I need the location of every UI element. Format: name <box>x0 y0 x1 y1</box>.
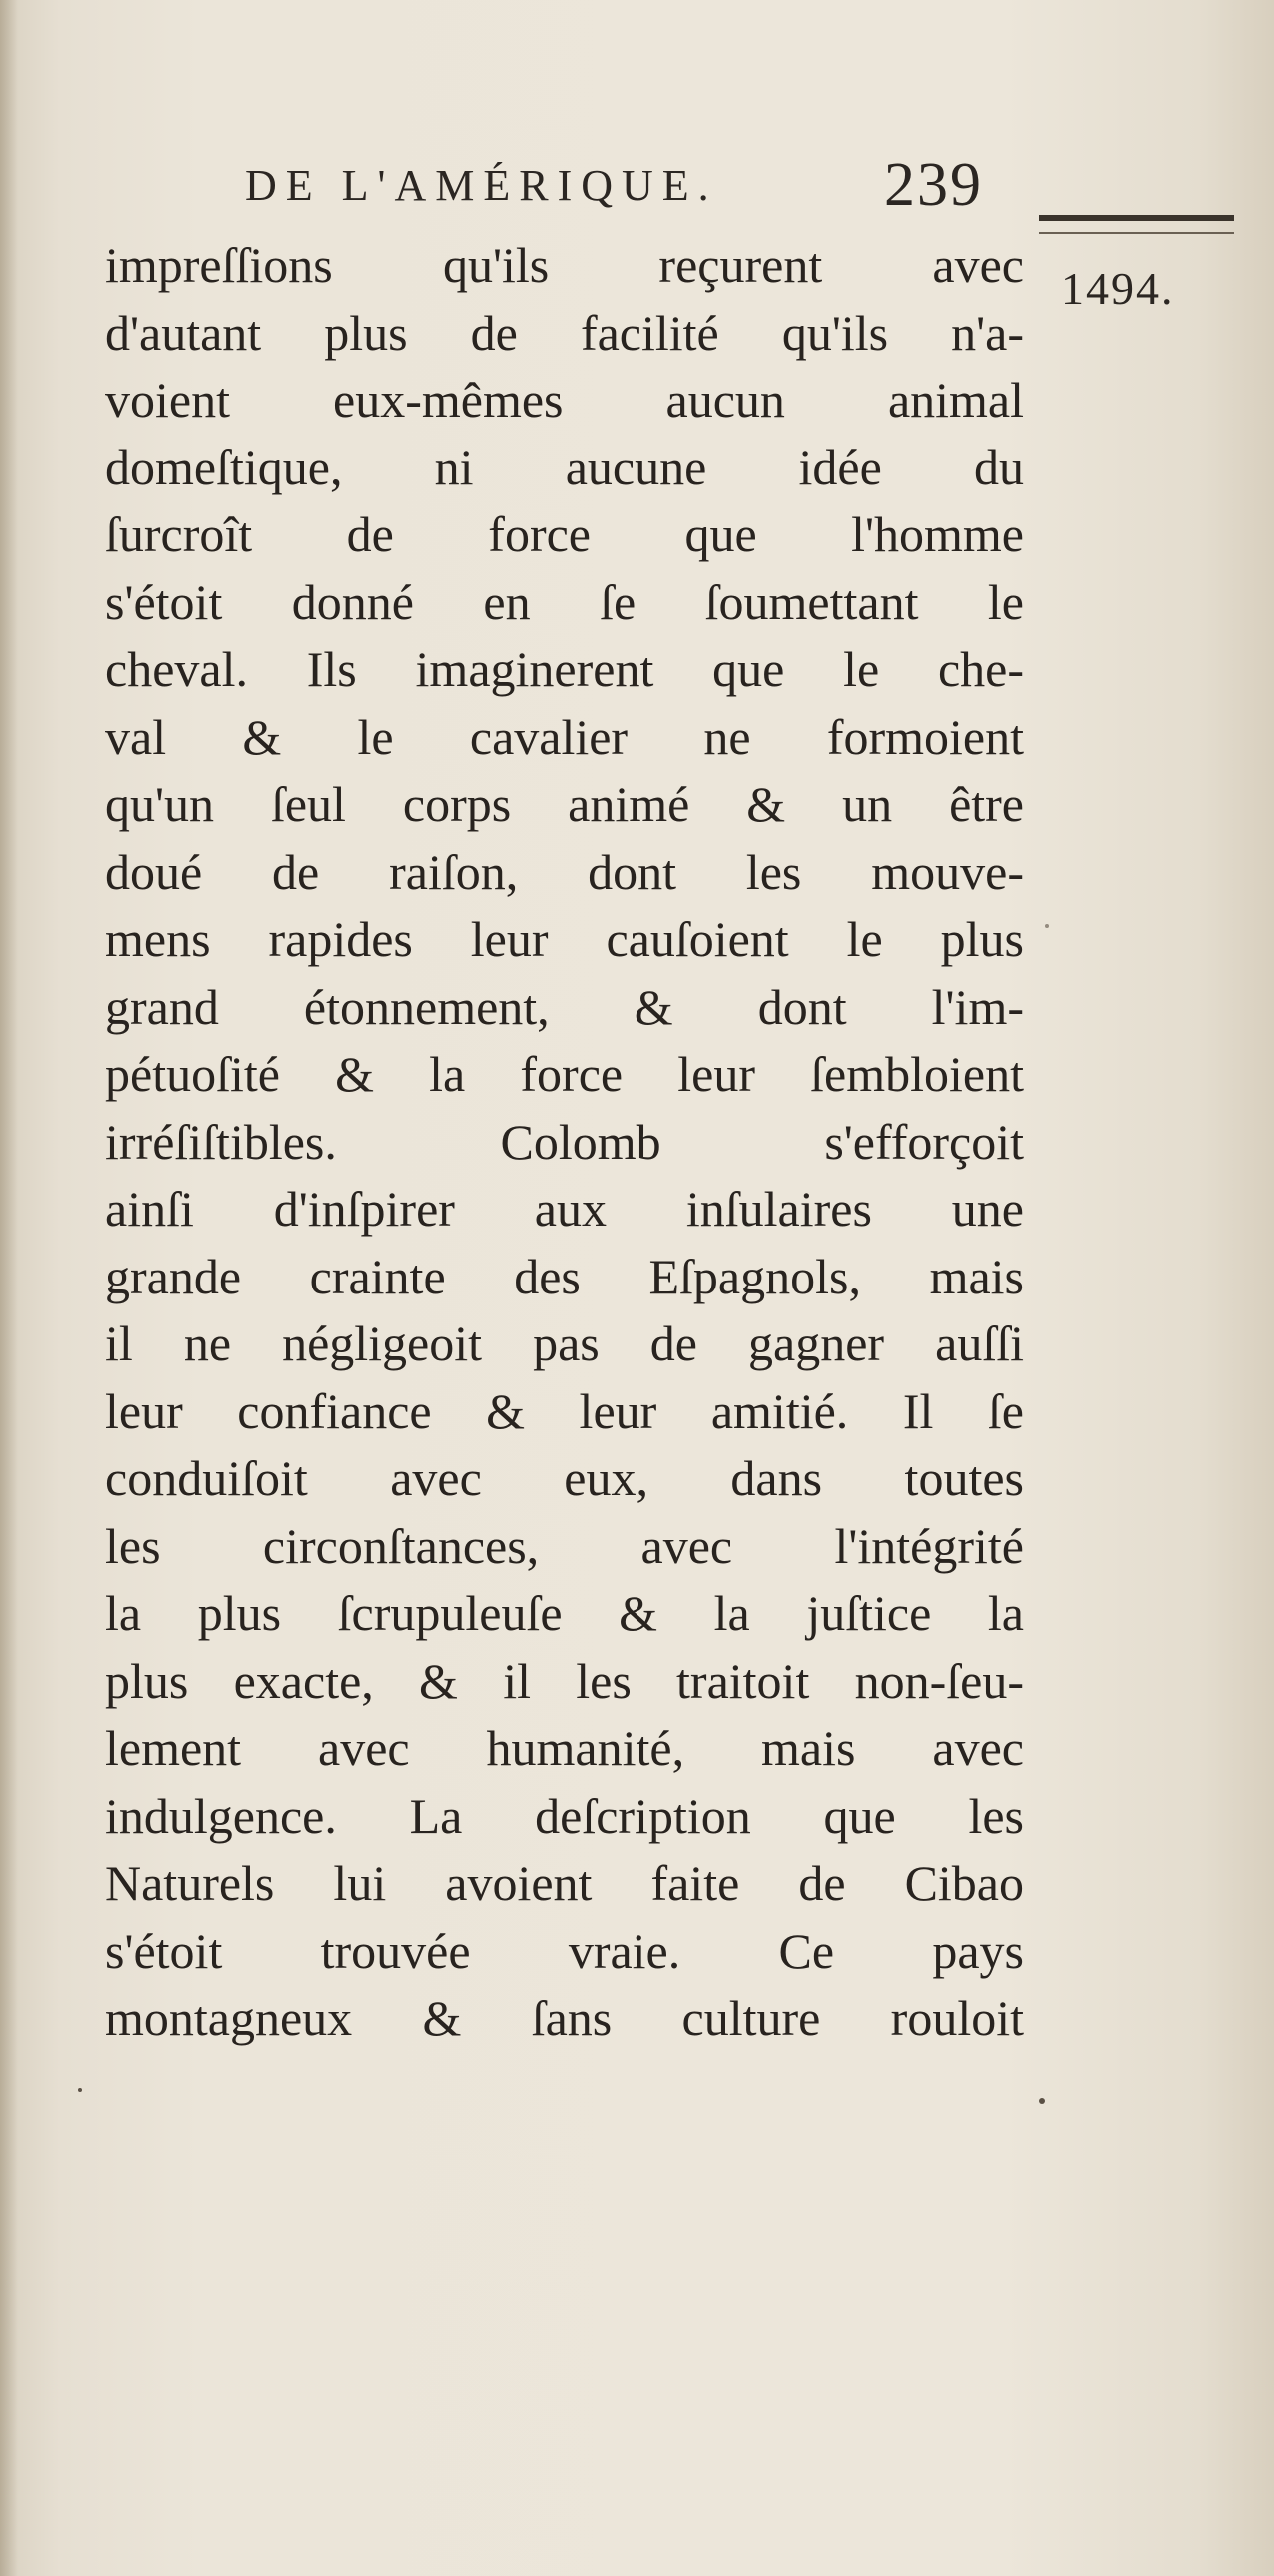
text-line: plus exacte, & il les traitoit non-ſeu- <box>105 1652 1024 1709</box>
text-line: conduiſoit avec eux, dans toutes <box>105 1450 1024 1506</box>
paper-speck <box>1039 2098 1045 2104</box>
text-line: grand étonnement, & dont l'im- <box>105 978 1024 1035</box>
text-line: s'étoit donné en ſe ſoumettant le <box>105 573 1024 630</box>
spine-shadow <box>0 0 18 2576</box>
page-number: 239 <box>884 151 983 219</box>
running-head-title: DE L'AMÉRIQUE. <box>245 161 718 210</box>
text-line: doué de raiſon, dont les mouve- <box>105 843 1024 900</box>
margin-year-note: 1494. <box>1061 263 1175 314</box>
paper-speck <box>1045 924 1049 928</box>
text-line: val & le cavalier ne formoient <box>105 708 1024 765</box>
text-line: il ne négligeoit pas de gagner auſſi <box>105 1315 1024 1371</box>
text-line: irréſiſtibles. Colomb s'efforçoit <box>105 1113 1024 1170</box>
text-line: indulgence. La deſcription que les <box>105 1787 1024 1844</box>
header-rule-thick <box>1039 215 1234 221</box>
text-line: montagneux & ſans culture rouloit <box>105 1990 1024 2046</box>
text-line: d'autant plus de facilité qu'ils n'a- <box>105 304 1024 361</box>
paper-speck <box>78 2088 82 2092</box>
running-head <box>105 150 1024 220</box>
text-line: cheval. Ils imaginerent que le che- <box>105 641 1024 697</box>
text-line: ſurcroît de force que l'homme <box>105 506 1024 562</box>
text-line: les circonſtances, avec l'intégrité <box>105 1517 1024 1574</box>
text-line: la plus ſcrupuleuſe & la juſtice la <box>105 1585 1024 1641</box>
header-rule-thin <box>1039 232 1234 234</box>
text-line: mens rapides leur cauſoient le plus <box>105 911 1024 967</box>
body-text <box>105 232 1024 2053</box>
text-line: pétuoſité & la force leur ſembloient <box>105 1046 1024 1102</box>
text-line: voient eux-mêmes aucun animal <box>105 372 1024 428</box>
text-line: qu'un ſeul corps animé & un être <box>105 776 1024 832</box>
text-line: grande crainte des Eſpagnols, mais <box>105 1248 1024 1304</box>
text-line: Naturels lui avoient faite de Cibao <box>105 1855 1024 1911</box>
text-line: impreſſions qu'ils reçurent avec <box>105 237 1024 293</box>
text-line: domeſtique, ni aucune idée du <box>105 438 1024 495</box>
text-line: leur confiance & leur amitié. Il ſe <box>105 1382 1024 1439</box>
text-line: s'étoit trouvée vraie. Ce pays <box>105 1922 1024 1979</box>
text-line: lement avec humanité, mais avec <box>105 1720 1024 1776</box>
text-line: ainſi d'inſpirer aux inſulaires une <box>105 1181 1024 1237</box>
